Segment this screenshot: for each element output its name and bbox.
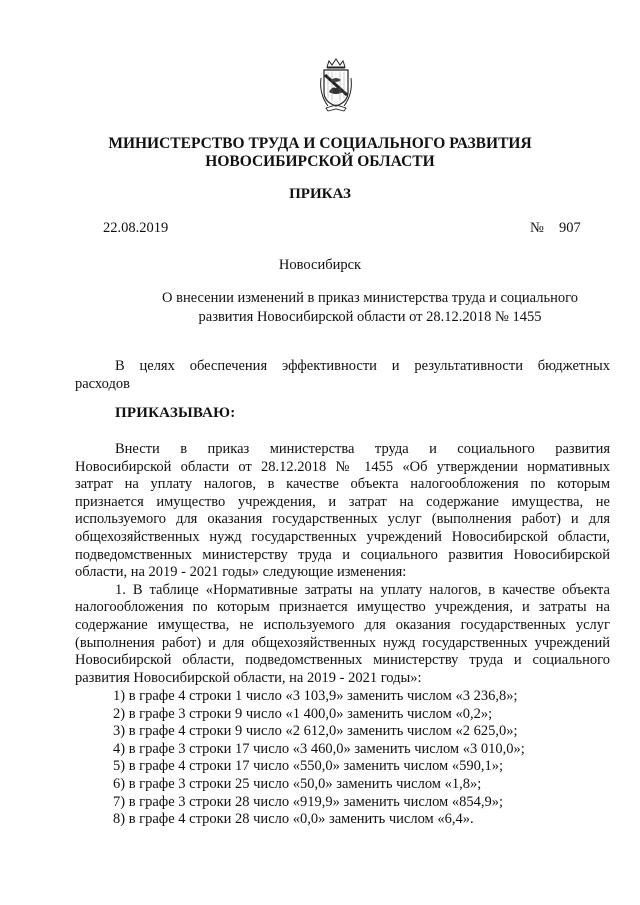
ministry-name — [0, 135, 640, 171]
main-line: используемого для оказания государственных услуг (выполнения работ) и для — [75, 511, 610, 528]
main-line: признается имущество учреждения, и затрат на содержание имущества, не — [75, 493, 610, 510]
list-item: 3) в графе 4 строки 9 число «2 612,0» заменить числом «2 625,0»; — [113, 723, 518, 740]
main-line: Внести в приказ министерства труда и социального развития — [115, 441, 610, 457]
purpose-paragraph — [75, 358, 610, 393]
document-date: 22.08.2019 — [103, 220, 169, 236]
point1-line: 1. В таблице «Нормативные затраты на уплату налогов, в качестве объекта — [115, 581, 610, 598]
novosibirsk-coat-of-arms-icon — [316, 58, 356, 112]
list-item: 7) в графе 3 строки 28 число «919,9» заменить числом «854,9»; — [113, 793, 504, 810]
list-item: 2) в графе 3 строки 9 число «1 400,0» заменить числом «0,2»; — [113, 705, 493, 722]
subject-line-1: О внесении изменений в приказ министерства труда и социального — [162, 290, 578, 306]
document-number-label: № — [530, 220, 544, 236]
document-city: Новосибирск — [278, 257, 362, 273]
point1-line: (выполнения работ) и для общехозяйственных нужд государственных учреждений — [75, 634, 610, 651]
list-item: 6) в графе 3 строки 25 число «50,0» заменить числом «1,8»; — [113, 775, 482, 792]
main-line: области, на 2019 - 2021 годы» следующие изменения: — [75, 564, 407, 581]
main-line: Новосибирской области от 28.12.2018 № 1455 «Об утверждении нормативных — [75, 458, 610, 475]
point1-line: Новосибирской области, подведомственных министерству труда и социального — [75, 652, 610, 669]
main-line: затрат на уплату налогов, в качестве объекта налогообложения по которым — [75, 476, 610, 493]
amendment-list — [113, 688, 525, 829]
purpose-line-2: расходов — [75, 375, 130, 392]
document-type: ПРИКАЗ — [289, 186, 351, 202]
main-line: подведомственных министерству труда и социального развития Новосибирской — [75, 546, 610, 563]
ministry-line-2: НОВОСИБИРСКОЙ ОБЛАСТИ — [205, 153, 435, 170]
list-item: 1) в графе 4 строки 1 число «3 103,9» заменить числом «3 236,8»; — [113, 688, 518, 704]
decree-heading: ПРИКАЗЫВАЮ: — [115, 405, 236, 421]
point1-line: налогообложения по которым признается имущество учреждения, и затраты на — [75, 599, 610, 616]
list-item: 4) в графе 3 строки 17 число «3 460,0» заменить числом «3 010,0»; — [113, 740, 525, 757]
document-number: 907 — [559, 220, 581, 236]
main-line: общехозяйственных нужд государственных учреждений Новосибирской области, — [75, 528, 610, 545]
document-subject — [130, 289, 610, 326]
subject-line-2: развития Новосибирской области от 28.12.2018 № 1455 — [198, 308, 542, 325]
ministry-line-1: МИНИСТЕРСТВО ТРУДА И СОЦИАЛЬНОГО РАЗВИТИЯ — [108, 135, 532, 152]
main-paragraph — [75, 441, 610, 687]
point1-line: содержание имущества, не используемого для оказания государственных услуг — [75, 616, 610, 633]
list-item: 5) в графе 4 строки 17 число «550,0» заменить числом «590,1»; — [113, 758, 504, 775]
purpose-line-1: В целях обеспечения эффективности и результативности бюджетных — [115, 358, 610, 374]
list-item: 8) в графе 4 строки 28 число «0,0» заменить числом «6,4». — [113, 811, 474, 828]
point1-line: развития Новосибирской области, на 2019 - 2021 годы»: — [75, 669, 422, 686]
